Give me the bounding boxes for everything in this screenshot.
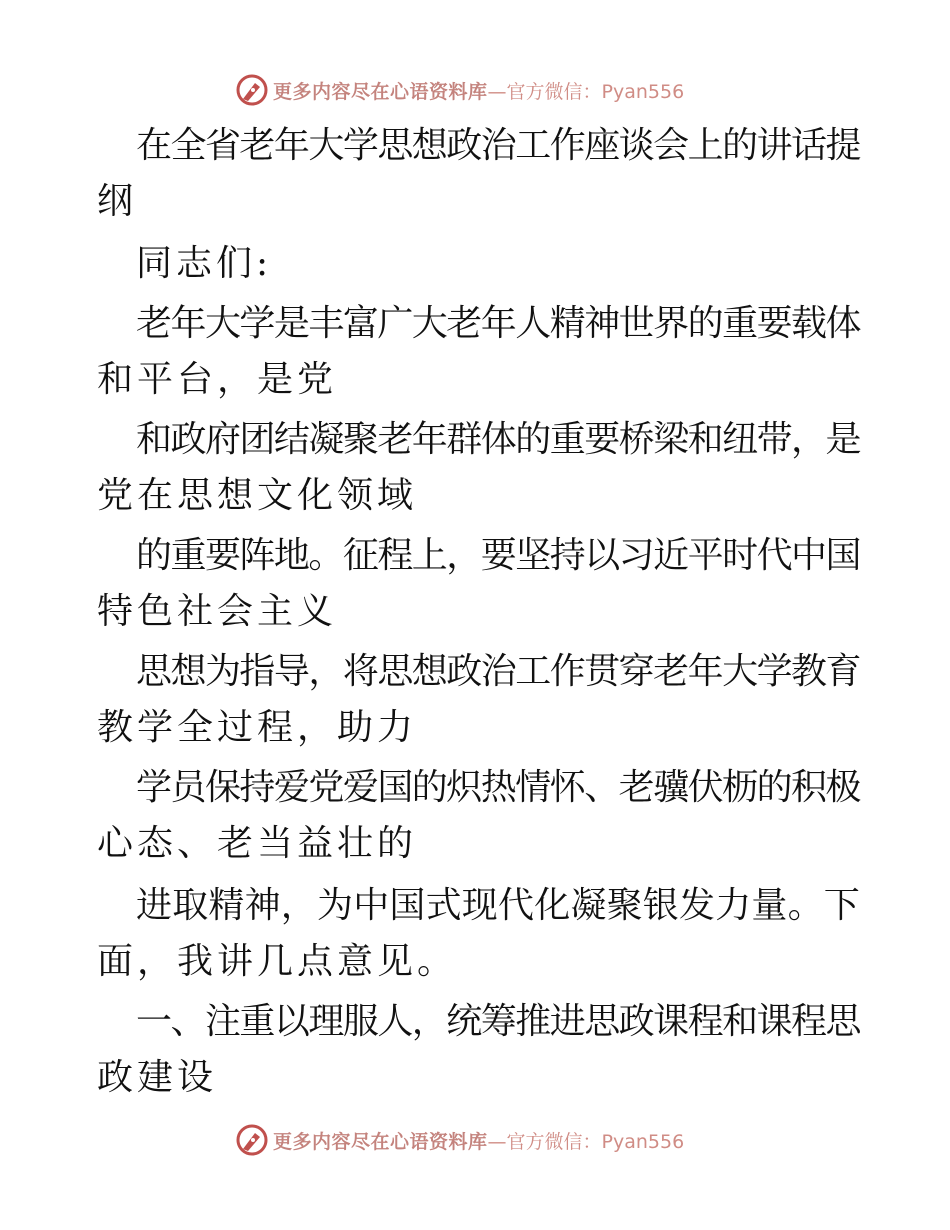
- header-watermark: [0, 70, 950, 110]
- paragraph-line: 面，我讲几点意见。: [97, 941, 458, 982]
- section-heading-line-2: 政建设: [97, 1057, 218, 1098]
- paragraph-line: 的重要阵地。征程上，要坚持以习近平时代中国: [136, 535, 861, 576]
- paragraph-line: 和平台，是党: [97, 359, 338, 400]
- watermark-left-text: 更多内容尽在心语资料库: [273, 1130, 488, 1153]
- paragraph-line: 学员保持爱党爱国的炽热情怀、老骥伏枥的积极: [136, 767, 861, 808]
- watermark-left-text: 更多内容尽在心语资料库: [273, 80, 488, 103]
- footer-watermark: [0, 1120, 950, 1160]
- salutation: 同志们:: [136, 243, 273, 284]
- pen-nib-circle-icon: [235, 1123, 269, 1157]
- paragraph-line: 心态、老当益壮的: [97, 823, 418, 864]
- paragraph-line: 思想为指导，将思想政治工作贯穿老年大学教育: [136, 651, 861, 692]
- paragraph-line: 教学全过程，助力: [97, 707, 418, 748]
- paragraph-line: 和政府团结凝聚老年群体的重要桥梁和纽带，是: [136, 419, 861, 460]
- watermark-right-text: —官方微信：Pyan556: [487, 1130, 685, 1153]
- watermark-right-text: —官方微信：Pyan556: [487, 80, 685, 103]
- section-heading-line-1: 一、注重以理服人，统筹推进思政课程和课程思: [136, 1001, 861, 1042]
- paragraph-line: 进取精神，为中国式现代化凝聚银发力量。下: [136, 885, 861, 926]
- paragraph-line: 老年大学是丰富广大老年人精神世界的重要载体: [136, 303, 861, 344]
- paragraph-line: 特色社会主义: [97, 591, 338, 632]
- title-line-1: 在全省老年大学思想政治工作座谈会上的讲话提: [136, 125, 861, 166]
- title-line-2: 纲: [97, 181, 138, 222]
- paragraph-line: 党在思想文化领域: [97, 475, 418, 516]
- pen-nib-circle-icon: [235, 73, 269, 107]
